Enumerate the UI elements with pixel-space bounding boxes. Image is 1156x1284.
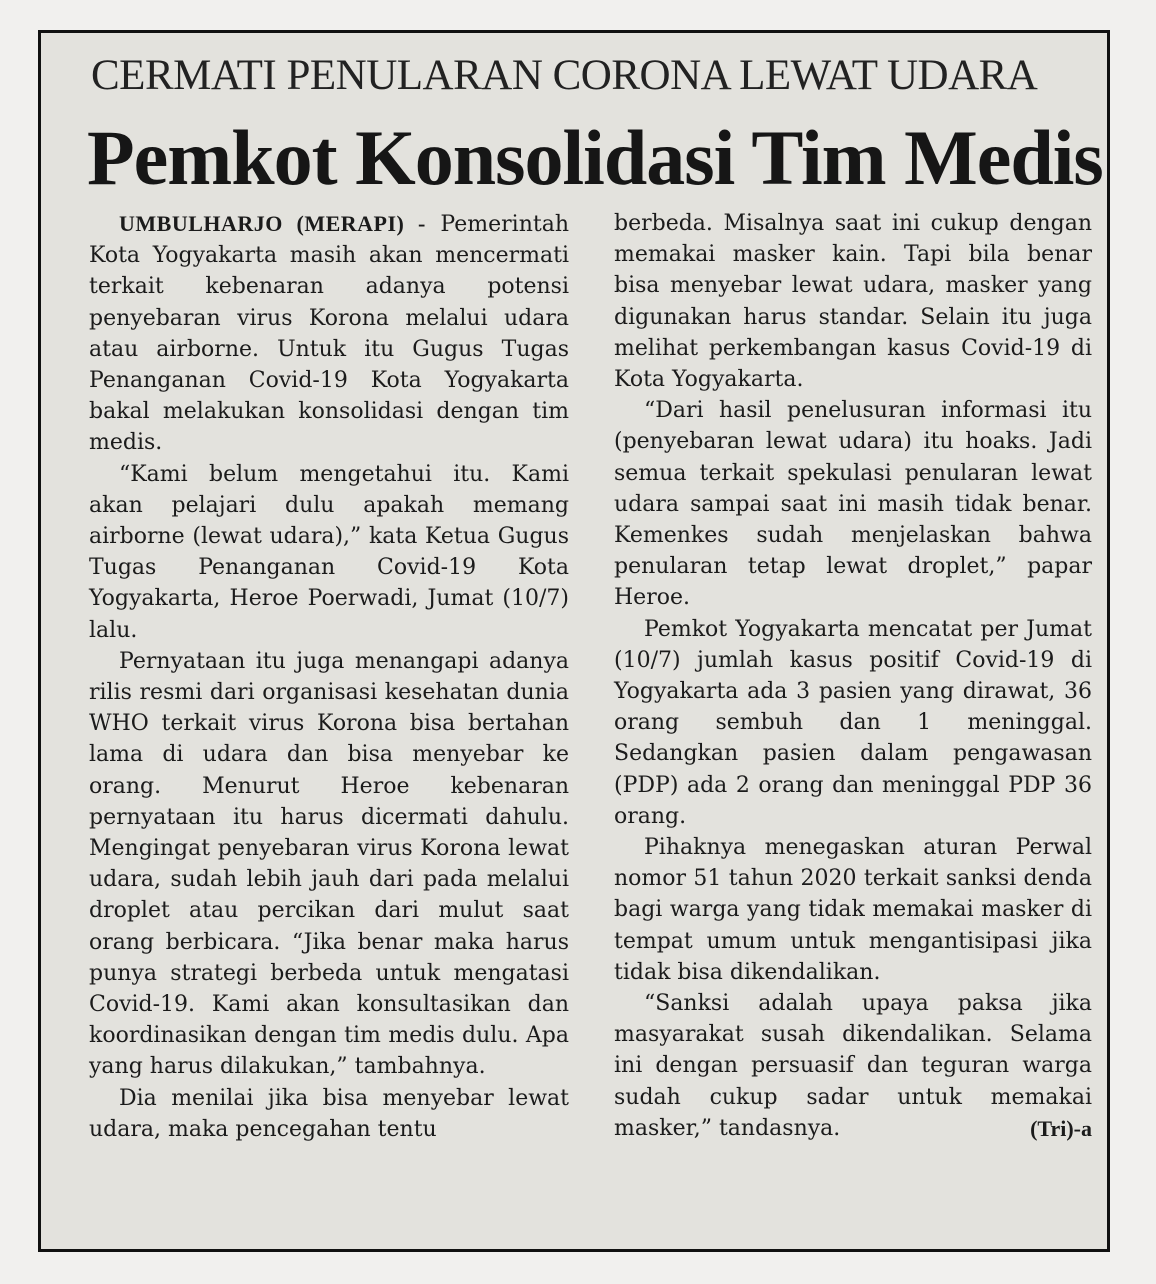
- article-paragraph: “Dari hasil penelusuran informasi itu (penyebaran lewat udara) itu hoaks. Jadi semua terkait spekulasi penularan lewat udara sampai saat ini masih tidak benar. Kemenkes sudah menjelaskan bahwa penularan tetap lewat droplet,” papar Heroe.: [614, 398, 1092, 611]
- article-column-left: [89, 208, 569, 1145]
- article-paragraph: [89, 208, 569, 459]
- article-paragraph: Dia menilai jika bisa menyebar lewat udara, maka pencegahan tentu: [89, 1085, 569, 1142]
- article-byline: (Tri)-a: [1030, 1115, 1092, 1141]
- article-paragraph: Pihaknya menegaskan aturan Perwal nomor 51 tahun 2020 terkait sanksi denda bagi warga yang tidak memakai masker di tempat umum untuk mengantisipasi jika tidak bisa dikendalikan.: [614, 835, 1092, 985]
- article-paragraph: [614, 988, 1092, 1144]
- paragraph-text: Pemerintah Kota Yogyakarta masih akan mencermati terkait kebenaran adanya potensi penyebaran virus Korona melalui udara atau airborne. Untuk itu Gugus Tugas Penanganan Covid-19 Kota Yogyakarta bakal melakukan konsolidasi dengan tim medis.: [89, 212, 569, 456]
- article-dateline: UMBULHARJO (MERAPI) -: [119, 211, 426, 236]
- article-paragraph: Pemkot Yogyakarta mencatat per Jumat (10/7) jumlah kasus positif Covid-19 di Yogyakarta ada 3 pasien yang dirawat, 36 orang sembuh dan 1 meninggal. Sedangkan pasien dalam pengawasan (PDP) ada 2 orang dan meninggal PDP 36 orang.: [614, 616, 1092, 829]
- paragraph-text: “Sanksi adalah upaya paksa jika masyarakat susah dikendalikan. Selama ini dengan persuasif dan teguran warga sudah cukup sadar untuk memakai masker,” tandasnya.: [614, 991, 1092, 1141]
- article-paragraph: berbeda. Misalnya saat ini cukup dengan memakai masker kain. Tapi bila benar bisa menyebar lewat udara, masker yang digunakan harus standar. Selain itu juga melihat perkembangan kasus Covid-19 di Kota Yogyakarta.: [614, 211, 1092, 393]
- newspaper-clipping: [38, 30, 1110, 1252]
- article-column-right: [614, 208, 1092, 1144]
- article-paragraph: Pernyataan itu juga menangapi adanya rilis resmi dari organisasi kesehatan dunia WHO terkait virus Korona bisa bertahan lama di udara dan bisa menyebar ke orang. Menurut Heroe kebenaran pernyataan itu harus dicermati dahulu. Mengingat penyebaran virus Korona lewat udara, sudah lebih jauh dari pada melalui droplet atau percikan dari mulut saat orang berbicara. “Jika benar maka harus punya strategi berbeda untuk mengatasi Covid-19. Kami akan konsultasikan dan koordinasikan dengan tim medis dulu. Apa yang harus dilakukan,” tambahnya.: [89, 648, 569, 1080]
- article-headline: Pemkot Konsolidasi Tim Medis: [87, 114, 1103, 201]
- article-paragraph: “Kami belum mengetahui itu. Kami akan pelajari dulu apakah memang airborne (lewat udara),” kata Ketua Gugus Tugas Penanganan Covid-19 Kota Yogyakarta, Heroe Poerwadi, Jumat (10/7) lalu.: [89, 461, 569, 643]
- article-kicker: CERMATI PENULARAN CORONA LEWAT UDARA: [91, 52, 1038, 99]
